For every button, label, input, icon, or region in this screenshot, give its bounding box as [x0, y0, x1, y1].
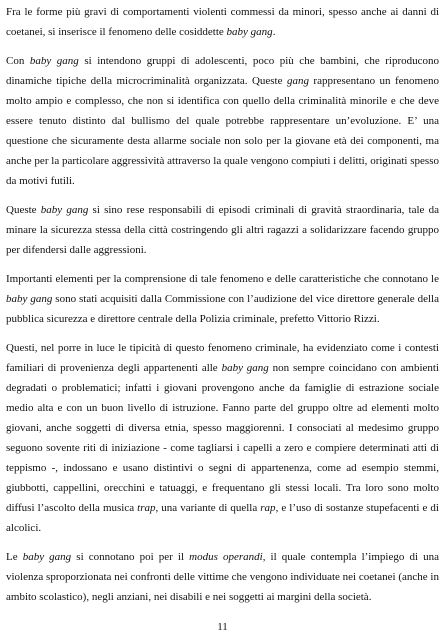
page-number: 11 — [217, 621, 228, 633]
italic-text: baby gang — [6, 293, 53, 305]
paragraph — [6, 338, 439, 538]
italic-text: gang — [286, 75, 309, 87]
italic-text: baby gang — [22, 551, 72, 563]
paragraph — [6, 200, 439, 260]
text-run: si connotano poi per il — [71, 551, 190, 563]
text-run: Queste — [6, 204, 41, 216]
text-run: si intendono gruppi di adolescenti, poco più che bambini, che riproducono dinamiche tipiche della microcriminalità organizzata. Queste — [6, 55, 439, 87]
italic-text: trap — [137, 502, 156, 514]
italic-text: baby gang — [40, 204, 89, 216]
text-run: Fra le forme più gravi di comportamenti violenti commessi da minori, spesso anche ai danni di coetanei, si inserisce il fenomeno delle cosiddette — [6, 6, 439, 38]
text-run: Importanti elementi per la comprensione di tale fenomeno e delle caratteristiche che connotano le — [6, 273, 439, 285]
text-run: Questi, nel porre in luce le tipicità di questo fenomeno criminale, ha evidenziato come i contesti familiari di provenienza degli appartenenti alle — [6, 342, 439, 374]
paragraph — [6, 269, 439, 329]
text-run: Con — [6, 55, 30, 67]
text-run: non sempre coincidano con ambienti degradati o problematici; infatti i giovani provengono anche da famiglie di estrazione sociale medio alta e con un buon livello di istruzione. Fanno parte del gruppo oltre ad elementi molto giovani, anche soggetti di diversa etnia, spesso maggiorenni. I consociati al medesimo gruppo seguono sovente riti di iniziazione - come tagliarsi i capelli a zero e compiere determinati atti di teppismo -, indossano e usano distintivi o segni di appartenenza, come ad esempio stemmi, giubbotti, cappellini, orecchini e tatuaggi, e frequentano gli stessi locali. Tra loro sono molto diffusi l’ascolto della musica — [6, 362, 439, 514]
text-run: rappresentano un fenomeno molto ampio e complesso, che non si identifica con quello della criminalità minorile e che deve essere tenuto distinto dal bullismo del quale potrebbe rappresentare un’evoluzione. E’ una questione che sicuramente desta allarme sociale non solo per la giovane età dei componenti, ma anche per la particolare aggressività attraverso la quale vengono compiuti i delitti, originati spesso da motivi futili. — [6, 75, 439, 187]
italic-text: baby gang — [226, 26, 273, 38]
italic-text: baby gang — [221, 362, 269, 374]
italic-text: baby gang — [29, 55, 79, 67]
text-run: Le — [6, 551, 23, 563]
paragraph — [6, 2, 439, 42]
text-run: sono stati acquisiti dalla Commissione con l’audizione del vice direttore generale della pubblica sicurezza e direttore centrale della Polizia criminale, prefetto Vittorio Rizzi. — [6, 293, 439, 325]
italic-text: rap — [260, 502, 276, 514]
text-run: , una variante di quella — [155, 502, 261, 514]
text-run: . — [272, 26, 276, 38]
italic-text: modus operandi — [189, 551, 263, 563]
text-run: si sino rese responsabili di episodi criminali di gravità straordinaria, tale da minare la sicurezza stessa della città costringendo gli altri ragazzi a solidarizzare facendo gruppo per difendersi dalle aggressioni. — [6, 204, 439, 256]
paragraph — [6, 51, 439, 191]
text-run: , e l’uso di sostanze stupefacenti e di alcolici. — [6, 502, 439, 534]
paragraph — [6, 547, 439, 607]
text-run: , il quale contempla l’impiego di una violenza sproporzionata nei confronti delle vittime che vengono individuate nei coetanei (anche in ambito scolastico), negli anziani, nei disabili e nei soggetti ai margini della società. — [6, 551, 439, 603]
